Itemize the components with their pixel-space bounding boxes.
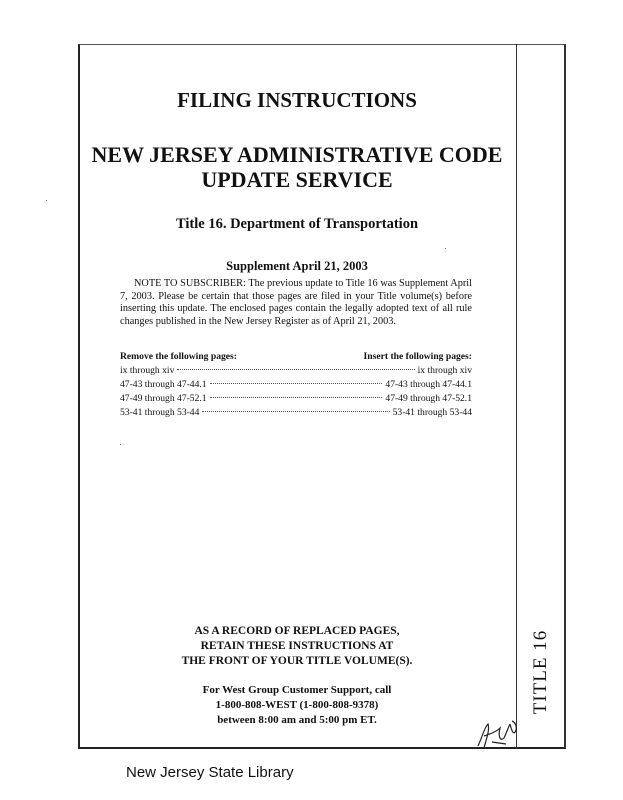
document-heading: FILING INSTRUCTIONS [177, 88, 417, 112]
support-info [78, 683, 516, 728]
table-row [120, 392, 472, 406]
scan-speck [46, 200, 47, 201]
insert-pages: 53-41 through 53-44 [392, 407, 472, 418]
record-notice-line: AS A RECORD OF REPLACED PAGES, [194, 625, 400, 637]
insert-pages: ix through xiv [417, 365, 472, 376]
remove-pages: 47-43 through 47-44.1 [120, 379, 207, 390]
subscriber-note: NOTE TO SUBSCRIBER: The previous update to Title 16 was Supplement April 7, 2003. Please be certain that those pages are filed in your Title volume(s) before inserting this update. The enclosed pages contain the legally adopted text of all rule changes published in the New Jersey Register as of April 21, 2003. [120, 278, 472, 327]
code-title [78, 142, 516, 192]
table-row [120, 406, 472, 420]
remove-pages: 47-49 through 47-52.1 [120, 393, 207, 404]
dot-leader [202, 411, 389, 412]
title-tab-label: TITLE 16 [530, 629, 551, 715]
insert-header: Insert the following pages: [363, 351, 472, 362]
support-line: between 8:00 am and 5:00 pm ET. [217, 714, 377, 726]
dot-leader [210, 397, 383, 398]
record-notice-line: THE FRONT OF YOUR TITLE VOLUME(S). [181, 655, 413, 667]
supplement-date: Supplement April 21, 2003 [226, 259, 368, 273]
support-line: For West Group Customer Support, call [202, 684, 392, 696]
pages-table-header [120, 350, 472, 364]
dot-leader [177, 369, 414, 370]
code-title-line: UPDATE SERVICE [201, 167, 393, 192]
remove-pages: ix through xiv [120, 365, 175, 376]
tab-divider [516, 44, 517, 749]
insert-pages: 47-49 through 47-52.1 [385, 393, 472, 404]
insert-pages: 47-43 through 47-44.1 [385, 379, 472, 390]
dot-leader [210, 383, 383, 384]
handwritten-initials [470, 718, 524, 752]
pages-table [120, 350, 472, 420]
table-row [120, 364, 472, 378]
scan-speck [445, 248, 446, 249]
library-stamp: New Jersey State Library [126, 764, 294, 781]
department-title: Title 16. Department of Transportation [175, 216, 419, 232]
code-title-line: NEW JERSEY ADMINISTRATIVE CODE [91, 142, 503, 167]
remove-pages: 53-41 through 53-44 [120, 407, 200, 418]
record-notice-line: RETAIN THESE INSTRUCTIONS AT [200, 640, 394, 652]
table-row [120, 378, 472, 392]
scan-speck [120, 444, 121, 445]
record-notice [78, 624, 516, 669]
remove-header: Remove the following pages: [120, 351, 237, 362]
support-line: 1-800-808-WEST (1-800-808-9378) [215, 699, 379, 711]
